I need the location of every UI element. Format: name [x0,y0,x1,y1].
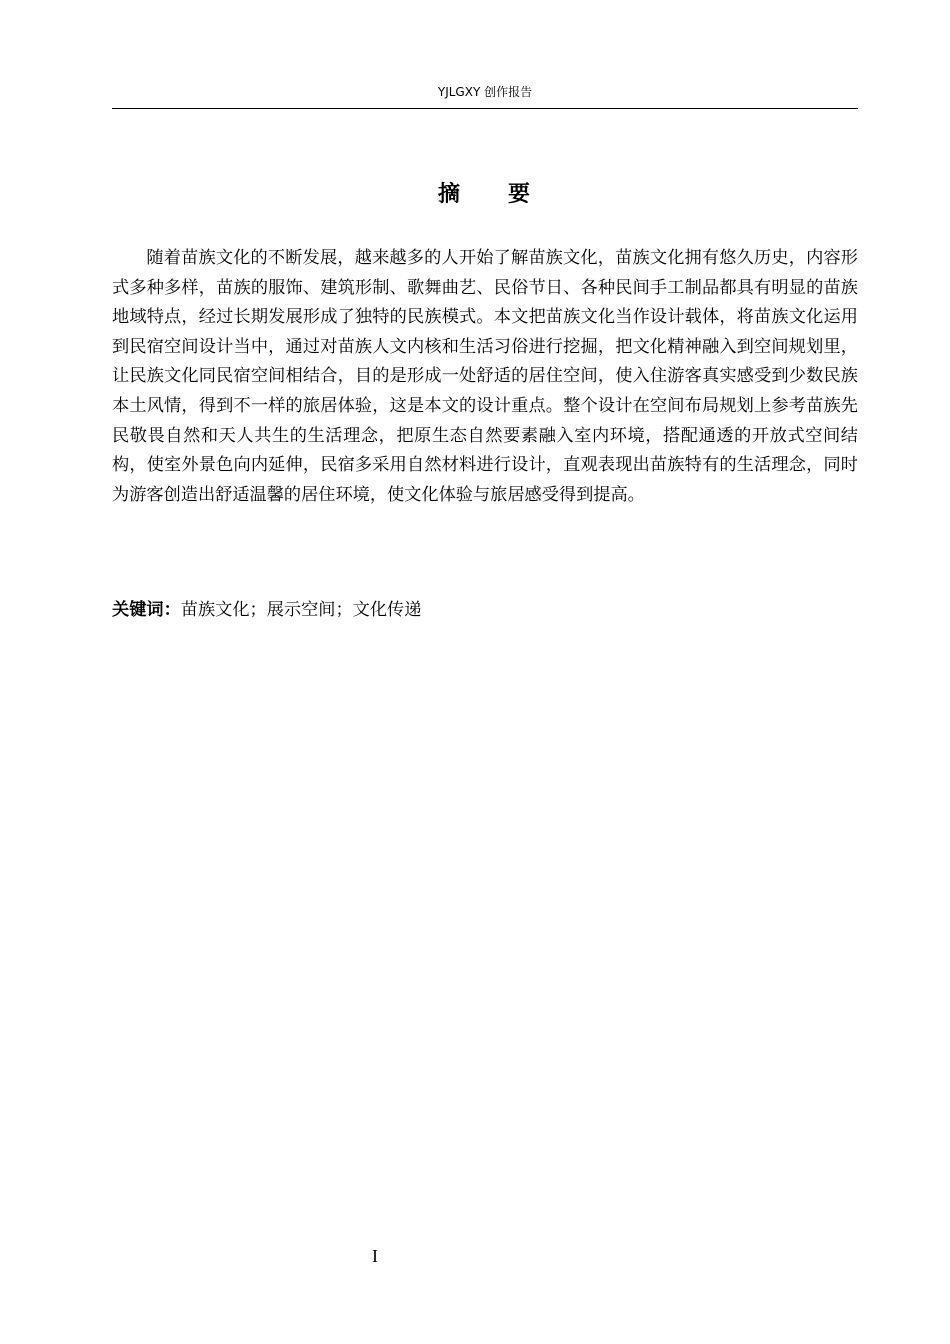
keywords-label: 关键词： [112,600,181,620]
running-header: YJLGXY 创作报告 [437,85,533,99]
abstract-title [112,180,858,210]
abstract-title-first-char: 摘 [437,182,462,207]
abstract-title-second-char: 要 [508,182,533,207]
page-number: I [372,1246,378,1266]
keywords-line [112,596,858,624]
abstract-body: 随着苗族文化的不断发展，越来越多的人开始了解苗族文化，苗族文化拥有悠久历史，内容形式多种多样，苗族的服饰、建筑形制、歌舞曲艺、民俗节日、各种民间手工制品都具有明显的苗族地域特点，经过长期发展形成了独特的民族模式。本文把苗族文化当作设计载体，将苗族文化运用到民宿空间设计当中，通过对苗族人文内核和生活习俗进行挖掘，把文化精神融入到空间规划里，让民族文化同民宿空间相结合，目的是形成一处舒适的居住空间，使入住游客真实感受到少数民族本土风情，得到不一样的旅居体验，这是本文的设计重点。整个设计在空间布局规划上参考苗族先民敬畏自然和天人共生的生活理念，把原生态自然要素融入室内环境，搭配通透的开放式空间结构，使室外景色向内延伸，民宿多采用自然材料进行设计，直观表现出苗族特有的生活理念，同时为游客创造出舒适温馨的居住环境，使文化体验与旅居感受得到提高。 [112,248,858,505]
keywords-list: 苗族文化；展示空间；文化传递 [180,600,422,620]
header-divider [112,108,858,109]
